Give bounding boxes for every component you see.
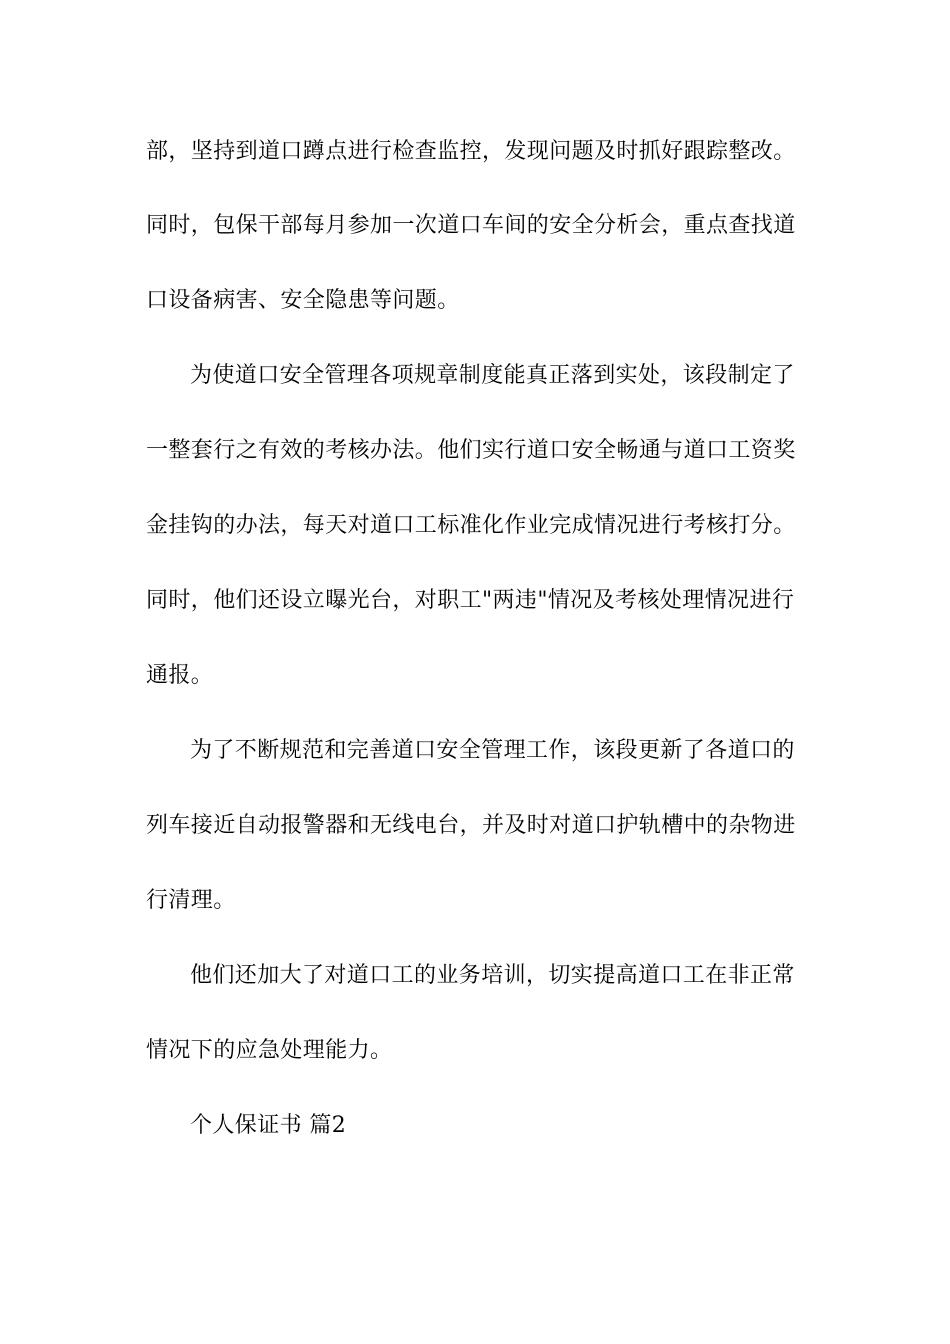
paragraph-line: 他们还加大了对道口工的业务培训，切实提高道口工在非正常: [190, 963, 795, 988]
paragraph-line: 部，坚持到道口蹲点进行检查监控，发现问题及时抓好跟踪整改。: [146, 139, 796, 164]
paragraph-line: 通报。: [146, 663, 214, 688]
paragraph-line: 情况下的应急处理能力。: [146, 1038, 393, 1063]
paragraph-line: 行清理。: [146, 888, 236, 913]
paragraph-line: 同时，他们还设立曝光台，对职工"两违"情况及考核处理情况进行: [146, 588, 795, 613]
paragraph-line: 为使道口安全管理各项规章制度能真正落到实处，该段制定了: [190, 363, 795, 388]
paragraph-line: 列车接近自动报警器和无线电台，并及时对道口护轨槽中的杂物进: [146, 813, 796, 838]
paragraph-line: 为了不断规范和完善道口安全管理工作，该段更新了各道口的: [190, 738, 795, 763]
section-heading: 个人保证书 篇2: [190, 1113, 347, 1138]
paragraph-line: 一整套行之有效的考核办法。他们实行道口安全畅通与道口工资奖: [146, 438, 796, 463]
paragraph-line: 同时，包保干部每月参加一次道口车间的安全分析会，重点查找道: [146, 213, 796, 238]
paragraph-line: 金挂钩的办法，每天对道口工标准化作业完成情况进行考核打分。: [146, 513, 796, 538]
paragraph-line: 口设备病害、安全隐患等问题。: [146, 288, 460, 313]
